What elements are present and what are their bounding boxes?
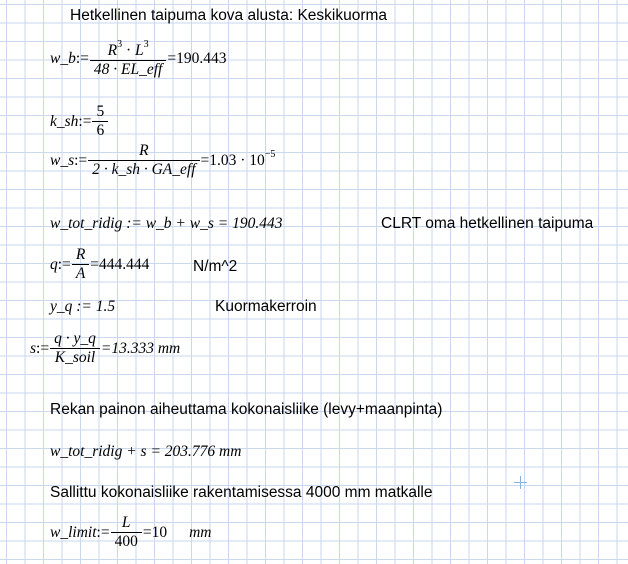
s-variable: s	[30, 339, 37, 357]
w-tot-ridig-note: CLRT oma hetkellinen taipuma	[381, 215, 594, 232]
s-numerator: q · y_q	[54, 330, 96, 347]
allowed-movement-description: Sallittu kokonaisliike rakentamisessa 4000 mm matkalle	[50, 484, 433, 501]
w-s-fraction	[88, 142, 199, 179]
q-result: =444.444	[90, 255, 150, 273]
w-b-variable: w_b	[50, 49, 76, 67]
w-b-result: =190.443	[167, 49, 227, 67]
w-b-define-operator: :=	[75, 49, 89, 67]
region-y-q[interactable]: y_q := 1.5	[50, 298, 116, 315]
region-total-movement[interactable]: w_tot_ridig + s = 203.776 mm	[50, 443, 242, 460]
crosshair-cursor-icon	[514, 476, 527, 489]
q-unit-label: N/m^2	[193, 258, 238, 275]
s-fraction	[50, 330, 100, 367]
region-w-b[interactable]	[50, 38, 227, 79]
k-sh-numerator: 5	[96, 103, 105, 120]
k-sh-denominator: 6	[96, 122, 105, 139]
q-denominator: A	[75, 265, 86, 282]
y-q-note: Kuormakerroin	[215, 298, 317, 315]
k-sh-fraction	[92, 103, 108, 140]
region-s[interactable]	[30, 330, 180, 367]
w-s-denominator: 2 · k_sh · GA_eff	[92, 161, 196, 178]
q-fraction	[72, 246, 89, 283]
worksheet-heading: Hetkellinen taipuma kova alusta: Keskikuorma	[70, 7, 388, 24]
w-s-numerator: R	[139, 142, 149, 159]
w-limit-variable: w_limit	[50, 523, 97, 541]
q-numerator: R	[75, 246, 86, 263]
w-s-define-operator: :=	[74, 151, 88, 169]
w-b-denominator: 48 · EL_eff	[93, 61, 163, 79]
s-define-operator: :=	[36, 339, 50, 357]
region-q[interactable]	[50, 246, 149, 283]
total-movement-description: Rekan painon aiheuttama kokonaisliike (levy+maanpinta)	[50, 401, 443, 418]
w-limit-define-operator: :=	[96, 523, 110, 541]
w-limit-result: =10	[142, 523, 168, 541]
region-w-s[interactable]	[50, 142, 275, 179]
w-limit-numerator: L	[121, 514, 131, 531]
s-denominator: K_soil	[54, 349, 96, 366]
w-limit-unit: mm	[189, 523, 212, 541]
w-limit-fraction	[111, 514, 142, 551]
region-k-sh[interactable]	[50, 103, 109, 140]
w-b-numerator: $R^3 \cdot L^3$	[107, 39, 149, 60]
q-variable: q	[50, 255, 58, 273]
w-s-result: $=1.03 \cdot 10^{-5}$	[200, 148, 276, 170]
k-sh-variable: k_sh	[50, 112, 79, 130]
s-result: =13.333 mm	[100, 339, 181, 357]
w-limit-denominator: 400	[114, 533, 138, 550]
w-s-variable: w_s	[50, 151, 75, 169]
q-define-operator: :=	[57, 255, 71, 273]
w-b-fraction	[90, 38, 166, 79]
region-w-limit[interactable]	[50, 514, 211, 551]
k-sh-define-operator: :=	[78, 112, 92, 130]
region-w-tot-ridig[interactable]: w_tot_ridig := w_b + w_s = 190.443	[50, 215, 283, 232]
